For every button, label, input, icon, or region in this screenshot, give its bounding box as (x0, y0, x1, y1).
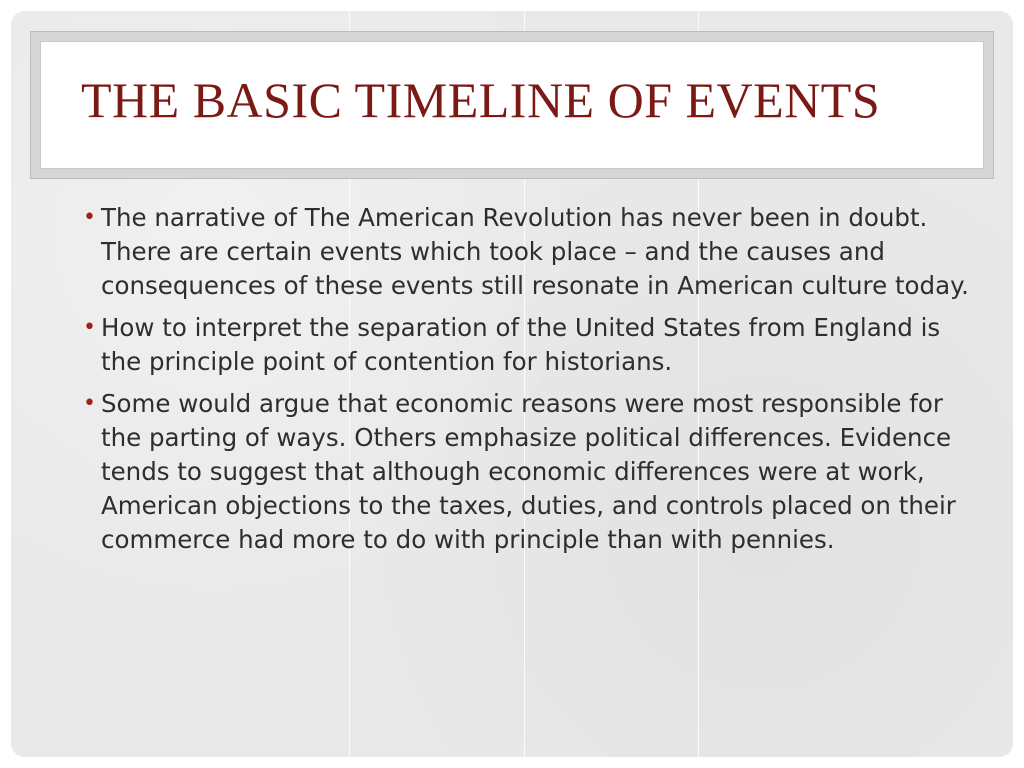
title-frame (30, 31, 994, 179)
slide-title: THE BASIC TIMELINE OF EVENTS (81, 72, 881, 128)
list-item (83, 201, 983, 303)
title-box (40, 41, 984, 169)
bullet-list (83, 201, 983, 565)
list-item (83, 311, 983, 379)
bullet-icon: • (83, 205, 96, 230)
bullet-text: Some would argue that economic reasons were most responsible for the parting of ways. Others emphasize political differences. Evidence tends to suggest that although economic differences were at work, American objections to the taxes, duties, and controls placed on their commerce had more to do with principle than with pennies. (101, 389, 956, 554)
slide (11, 11, 1013, 757)
bullet-icon: • (83, 315, 96, 340)
bullet-text: How to interpret the separation of the United States from England is the principle point of contention for historians. (101, 313, 941, 376)
list-item (83, 387, 983, 557)
bullet-icon: • (83, 391, 96, 416)
bullet-text: The narrative of The American Revolution has never been in doubt. There are certain events which took place – and the causes and consequences of these events still resonate in American culture today. (101, 203, 969, 300)
